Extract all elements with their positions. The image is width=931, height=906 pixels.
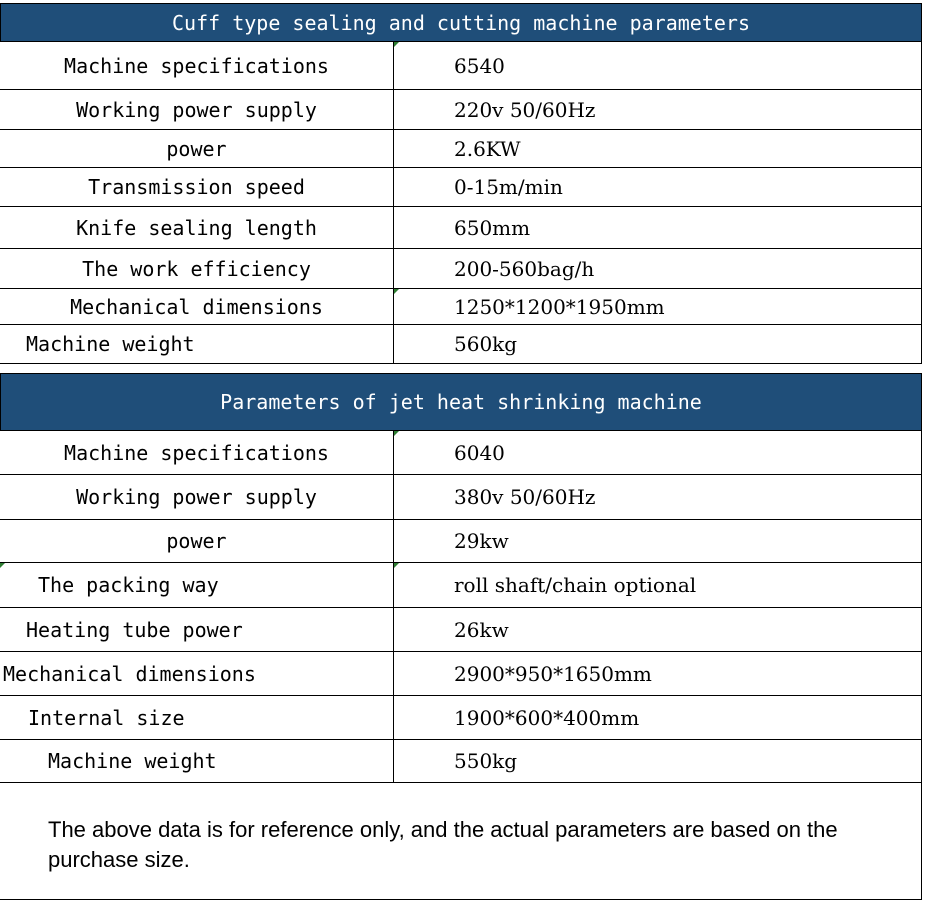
- table1-row: [0, 325, 922, 364]
- row-label: Machine weight: [0, 740, 394, 782]
- row-value: 2900*950*1650mm: [394, 652, 922, 695]
- row-label: Knife sealing length: [0, 207, 394, 248]
- cell-marker: [0, 563, 5, 568]
- row-label: The packing way: [0, 563, 394, 607]
- table2-row: [0, 475, 922, 520]
- table1-row: [0, 90, 922, 130]
- cell-marker: [394, 563, 399, 568]
- cell-marker: [394, 42, 399, 47]
- row-value: 550kg: [394, 740, 922, 782]
- table1-title: Cuff type sealing and cutting machine parameters: [0, 3, 922, 42]
- row-label: Transmission speed: [0, 168, 394, 206]
- reference-note: The above data is for reference only, and the actual parameters are based on the purchase size.: [48, 817, 838, 872]
- row-value: 2.6KW: [394, 130, 922, 167]
- row-label: Mechanical dimensions: [0, 652, 394, 695]
- row-label: The work efficiency: [0, 249, 394, 288]
- row-value: 1900*600*400mm: [394, 696, 922, 739]
- row-label: power: [0, 520, 394, 562]
- row-value: 220v 50/60Hz: [394, 90, 922, 129]
- row-value: 1250*1200*1950mm: [394, 289, 922, 324]
- table2-row: [0, 740, 922, 783]
- table2-row: [0, 652, 922, 696]
- table1-row: [0, 207, 922, 249]
- row-value: 6540: [394, 42, 922, 89]
- row-label: Machine weight: [0, 325, 394, 363]
- row-value: 0-15m/min: [394, 168, 922, 206]
- row-value: 650mm: [394, 207, 922, 248]
- table1-row: [0, 130, 922, 168]
- row-label: Mechanical dimensions: [0, 289, 394, 324]
- table1-row: [0, 168, 922, 207]
- table2-row: [0, 520, 922, 563]
- cell-marker: [394, 431, 399, 436]
- row-label: Heating tube power: [0, 608, 394, 651]
- row-label: Working power supply: [0, 475, 394, 519]
- row-value: roll shaft/chain optional: [394, 563, 922, 607]
- table2-title: Parameters of jet heat shrinking machine: [0, 373, 922, 431]
- table2-row: [0, 431, 922, 475]
- table2-row: [0, 608, 922, 652]
- table1-row: [0, 289, 922, 325]
- row-value: 200-560bag/h: [394, 249, 922, 288]
- table2-row: [0, 696, 922, 740]
- row-value: 380v 50/60Hz: [394, 475, 922, 519]
- row-value: 26kw: [394, 608, 922, 651]
- row-label: Machine specifications: [0, 42, 394, 89]
- row-value: 560kg: [394, 325, 922, 363]
- row-value: 29kw: [394, 520, 922, 562]
- table1-row: [0, 42, 922, 90]
- table2-row: [0, 563, 922, 608]
- row-value: 6040: [394, 431, 922, 474]
- cell-marker: [394, 289, 399, 294]
- row-label: Internal size: [0, 696, 394, 739]
- row-label: Machine specifications: [0, 431, 394, 474]
- row-label: power: [0, 130, 394, 167]
- table1-row: [0, 249, 922, 289]
- row-label: Working power supply: [0, 90, 394, 129]
